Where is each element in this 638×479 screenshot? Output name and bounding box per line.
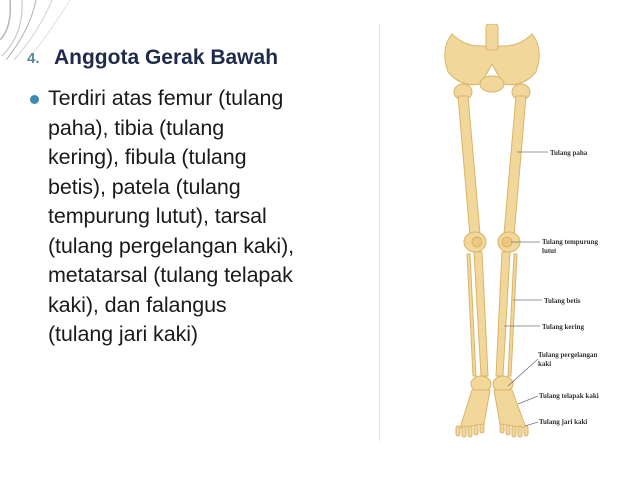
label-tulang-pergelangan-1: Tulang pergelangan bbox=[538, 351, 598, 359]
label-tulang-pergelangan-2: kaki bbox=[538, 360, 552, 368]
label-tulang-betis: Tulang betis bbox=[544, 297, 581, 305]
heading-title: Anggota Gerak Bawah bbox=[53, 46, 279, 69]
heading-number: 4. bbox=[27, 49, 40, 67]
slide-heading bbox=[27, 46, 278, 70]
body-paragraph: Terdiri atas femur (tulang paha), tibia (tulang kering), fibula (tulang betis), patela (tulang tempurung lutut), tarsal (tulang pergelangan kaki), metatarsal (tulang telapak kaki), dan falangus (tulang jari kaki) bbox=[48, 86, 295, 346]
label-tulang-tempurung-2: lutut bbox=[542, 247, 557, 255]
label-tulang-jari: Tulang jari kaki bbox=[539, 418, 588, 426]
leg-bones-figure bbox=[379, 24, 611, 441]
bullet-icon bbox=[30, 95, 39, 104]
label-tulang-paha: Tulang paha bbox=[550, 149, 588, 157]
leg-skeleton-illustration bbox=[380, 24, 611, 441]
label-tulang-tempurung-1: Tulang tempurung bbox=[542, 238, 598, 246]
label-tulang-kering: Tulang kering bbox=[542, 323, 584, 331]
label-tulang-telapak: Tulang telapak kaki bbox=[539, 392, 599, 400]
